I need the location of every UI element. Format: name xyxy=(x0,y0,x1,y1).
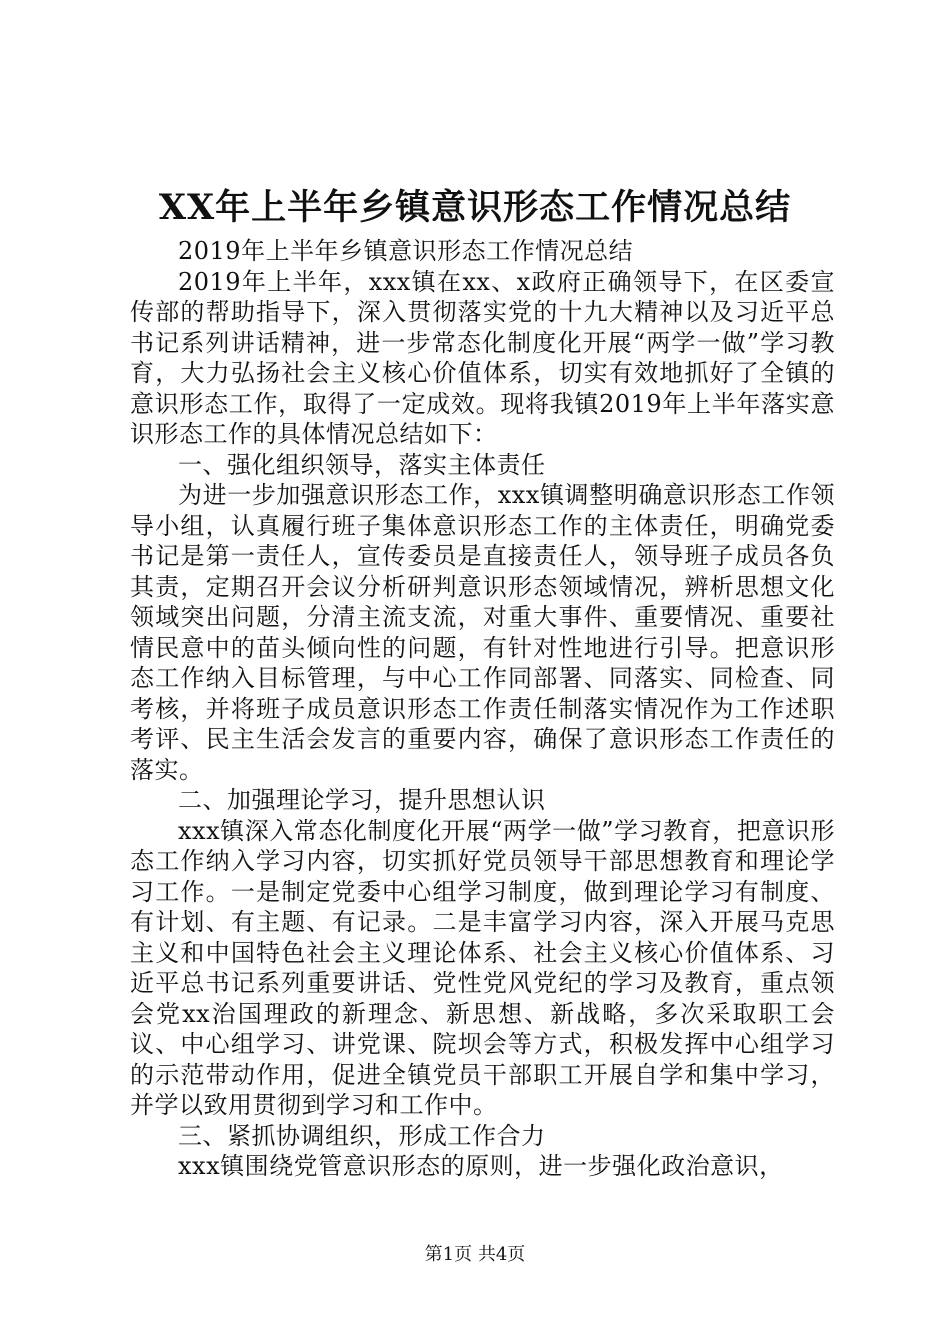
section-paragraph-3: xxx镇围绕党管意识形态的原则，进一步强化政治意识， xyxy=(178,1152,784,1180)
document-body xyxy=(130,236,835,1182)
section-heading-2: 二、加强理论学习，提升思想认识 xyxy=(178,786,546,814)
document-title: XX年上半年乡镇意识形态工作情况总结 xyxy=(158,187,792,228)
section-paragraph-1: 为进一步加强意识形态工作，xxx镇调整明确意识形态工作领导小组，认真履行班子集体意识形态工作的主体责任，明确党委书记是第一责任人，宣传委员是直接责任人，领导班子成员各负其责，定期召开会议分析研判意识形态领域情况，辨析思想文化领域突出问题，分清主流支流，对重大事件、重要情况、重要社情民意中的苗头倾向性的问题，有针对性地进行引导。把意识形态工作纳入目标管理，与中心工作同部署、同落实、同检查、同考核，并将班子成员意识形态工作责任制落实情况作为工作述职考评、民主生活会发言的重要内容，确保了意识形态工作责任的落实。 xyxy=(130,481,835,784)
section-paragraph-2: xxx镇深入常态化制度化开展“两学一做”学习教育，把意识形态工作纳入学习内容，切实抓好党员领导干部思想教育和理论学习工作。一是制定党委中心组学习制度，做到理论学习有制度、有计划、有主题、有记录。二是丰富学习内容，深入开展马克思主义和中国特色社会主义理论体系、社会主义核心价值体系、习近平总书记系列重要讲话、党性党风党纪的学习及教育，重点领会党xx治国理政的新理念、新思想、新战略，多次采取职工会议、中心组学习、讲党课、院坝会等方式，积极发挥中心组学习的示范带动作用，促进全镇党员干部职工开展自学和集中学习，并学以致用贯彻到学习和工作中。 xyxy=(130,816,835,1119)
section-heading-3: 三、紧抓协调组织，形成工作合力 xyxy=(178,1121,546,1150)
section-heading-1: 一、强化组织领导，落实主体责任 xyxy=(178,450,546,479)
intro-paragraph: 2019年上半年，xxx镇在xx、x政府正确领导下，在区委宣传部的帮助指导下，深入贯彻落实党的十九大精神以及习近平总书记系列讲话精神，进一步常态化制度化开展“两学一做”学习教育，大力弘扬社会主义核心价值体系，切实有效地抓好了全镇的意识形态工作，取得了一定成效。现将我镇2019年上半年落实意识形态工作的具体情况总结如下： xyxy=(130,267,835,448)
subtitle-paragraph: 2019年上半年乡镇意识形态工作情况总结 xyxy=(178,237,634,265)
page-number-footer: 第1页 共4页 xyxy=(424,1244,526,1265)
